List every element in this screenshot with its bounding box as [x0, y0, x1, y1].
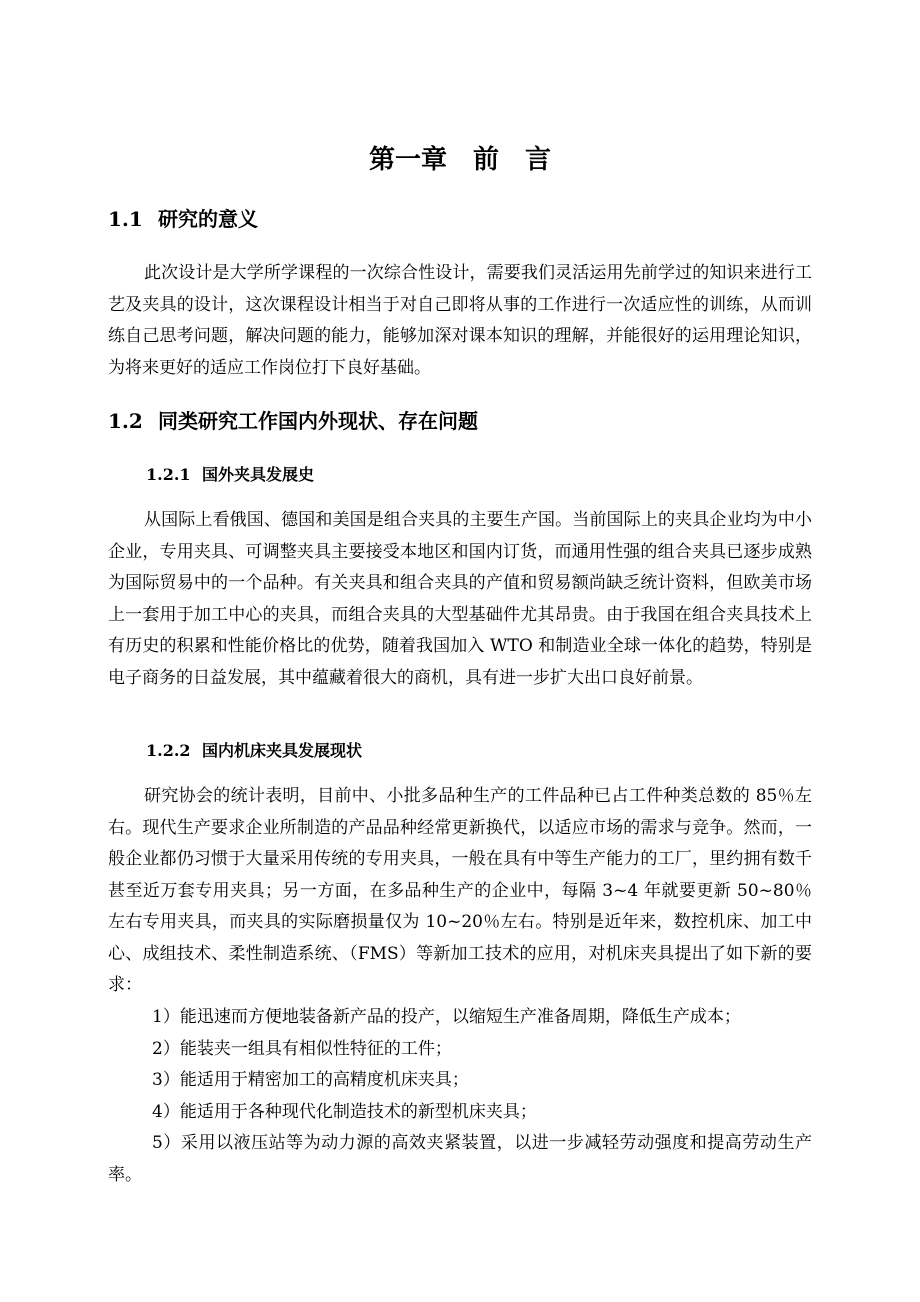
section-number: 1.2	[108, 409, 143, 433]
list-item: 5）采用以液压站等为动力源的高效夹紧装置，以进一步减轻劳动强度和提高劳动生产率。	[108, 1133, 812, 1185]
chapter-name: 前 言	[473, 145, 552, 175]
list-item: 3）能适用于精密加工的高精度机床夹具；	[152, 1070, 469, 1090]
chapter-title	[0, 140, 920, 180]
list-item: 2）能装夹一组具有相似性特征的工件；	[152, 1038, 452, 1059]
paragraph-foreign-fixtures: 从国际上看俄国、德国和美国是组合夹具的主要生产国。当前国际上的夹具企业均为中小企业，专用夹具、可调整夹具主要接受本地区和国内订货，而通用性强的组合夹具已逐步成熟为国际贸易中的一个品种。有关夹具和组合夹具的产值和贸易额尚缺乏统计资料，但欧美市场上一套用于加工中心的夹具，而组合夹具的大型基础件尤其昂贵。由于我国在组合夹具技术上有历史的积累和性能价格比的优势，随着我国加入 WTO 和制造业全球一体化的趋势，特别是电子商务的日益发展，其中蕴藏着很大的商机，具有进一步扩大出口良好前景。	[108, 510, 812, 688]
subsection-title: 国外夹具发展史	[202, 465, 315, 484]
chapter-label: 第一章	[368, 145, 447, 175]
section-number: 1.1	[108, 207, 143, 231]
section-heading-1-2	[108, 406, 478, 436]
section-title: 研究的意义	[158, 207, 258, 231]
subsection-heading-1-2-1	[146, 462, 314, 488]
subsection-title: 国内机床夹具发展现状	[202, 741, 363, 760]
paragraph-domestic-fixtures: 研究协会的统计表明，目前中、小批多品种生产的工件品种已占工件种类总数的 85％左右。现代生产要求企业所制造的产品品种经常更新换代，以适应市场的需求与竞争。然而，一般企业都仍习惯于大量采用传统的专用夹具，一般在具有中等生产能力的工厂，里约拥有数千甚至近万套专用夹具；另一方面，在多品种生产的企业中，每隔 3~4 年就要更新 50~80％左右专用夹具，而夹具的实际磨损量仅为 10~20％左右。特别是近年来，数控机床、加工中心、成组技术、柔性制造系统、（FMS）等新加工技术的应用，对机床夹具提出了如下新的要求：	[108, 786, 812, 995]
subsection-number: 1.2.1	[146, 465, 191, 484]
subsection-number: 1.2.2	[146, 741, 191, 760]
requirements-list	[108, 1002, 812, 1191]
list-item: 4）能适用于各种现代化制造技术的新型机床夹具；	[152, 1101, 537, 1122]
paragraph-significance: 此次设计是大学所学课程的一次综合性设计，需要我们灵活运用先前学过的知识来进行工艺及夹具的设计，这次课程设计相当于对自己即将从事的工作进行一次适应性的训练，从而训练自己思考问题，解决问题的能力，能够加深对课本知识的理解，并能很好的运用理论知识，为将来更好的适应工作岗位打下良好基础。	[108, 263, 812, 378]
section-heading-1-1	[108, 204, 258, 234]
list-item: 1）能迅速而方便地装备新产品的投产，以缩短生产准备周期，降低生产成本；	[152, 1007, 741, 1027]
section-title: 同类研究工作国内外现状、存在问题	[158, 409, 478, 433]
subsection-heading-1-2-2	[146, 738, 362, 764]
